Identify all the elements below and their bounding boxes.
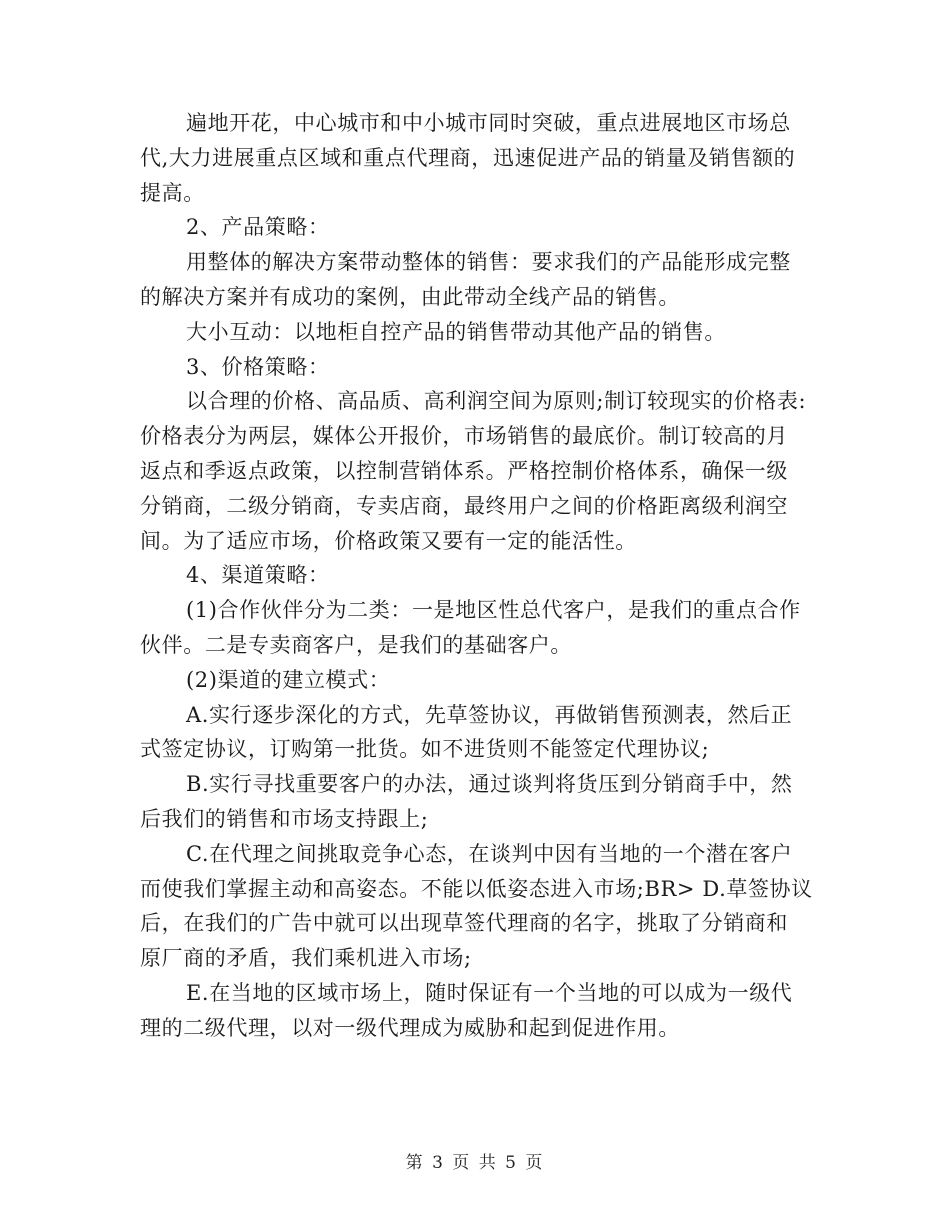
text-line: 以合理的价格、高品质、高利润空间为原则;制订较现实的价格表: bbox=[186, 389, 807, 414]
text-line: 4、渠道策略： bbox=[186, 563, 330, 588]
text-line: 后我们的销售和市场支持跟上; bbox=[140, 806, 429, 831]
text-line: 式签定协议，订购第一批货。如不进货则不能签定代理协议; bbox=[140, 737, 710, 762]
text-line: 的解决方案并有成功的案例，由此带动全线产品的销售。 bbox=[140, 284, 680, 309]
text-line: A.实行逐步深化的方式，先草签协议，再做销售预测表，然后正 bbox=[186, 702, 793, 727]
text-line: 遍地开花，中心城市和中小城市同时突破，重点进展地区市场总 bbox=[186, 111, 791, 135]
text-line: C.在代理之间挑取竞争心态，在谈判中因有当地的一个潜在客户 bbox=[186, 841, 793, 866]
text-line: 大小互动：以地柜自控产品的销售带动其他产品的销售。 bbox=[186, 319, 726, 344]
text-line: (1)合作伙伴分为二类：一是地区性总代客户，是我们的重点合作 bbox=[186, 598, 801, 623]
text-line: 提高。 bbox=[140, 180, 205, 205]
text-line: B.实行寻找重要客户的办法，通过谈判将货压到分销商手中，然 bbox=[186, 772, 793, 797]
page-number-footer: 第 3 页 共 5 页 bbox=[405, 1153, 545, 1173]
text-line: (2)渠道的建立模式： bbox=[186, 667, 391, 692]
text-line: 理的二级代理，以对一级代理成为威胁和起到促进作用。 bbox=[140, 1015, 680, 1040]
text-line: 间。为了适应市场，价格政策又要有一定的能活性。 bbox=[140, 528, 637, 553]
text-line: 3、价格策略： bbox=[186, 354, 330, 379]
text-line: 代,大力进展重点区域和重点代理商，迅速促进产品的销量及销售额的 bbox=[140, 145, 796, 170]
text-line: 返点和季返点政策，以控制营销体系。严格控制价格体系，确保一级 bbox=[140, 458, 788, 483]
text-line: 原厂商的矛盾，我们乘机进入市场; bbox=[140, 946, 472, 971]
text-line: 价格表分为两层，媒体公开报价，市场销售的最底价。制订较高的月 bbox=[140, 424, 788, 449]
text-line: 用整体的解决方案带动整体的销售：要求我们的产品能形成完整 bbox=[186, 250, 791, 275]
text-line: 后，在我们的广告中就可以出现草签代理商的名字，挑取了分销商和 bbox=[140, 911, 788, 936]
document-body bbox=[140, 106, 830, 1046]
text-line: 分销商，二级分销商，专卖店商，最终用户之间的价格距离级利润空 bbox=[140, 493, 788, 518]
text-line: 而使我们掌握主动和高姿态。不能以低姿态进入市场;BR> D.草签协议 bbox=[140, 876, 813, 901]
text-line: E.在当地的区域市场上，随时保证有一个当地的可以成为一级代 bbox=[186, 980, 793, 1005]
text-line: 2、产品策略： bbox=[186, 215, 330, 240]
text-line: 伙伴。二是专卖商客户，是我们的基础客户。 bbox=[140, 632, 572, 657]
